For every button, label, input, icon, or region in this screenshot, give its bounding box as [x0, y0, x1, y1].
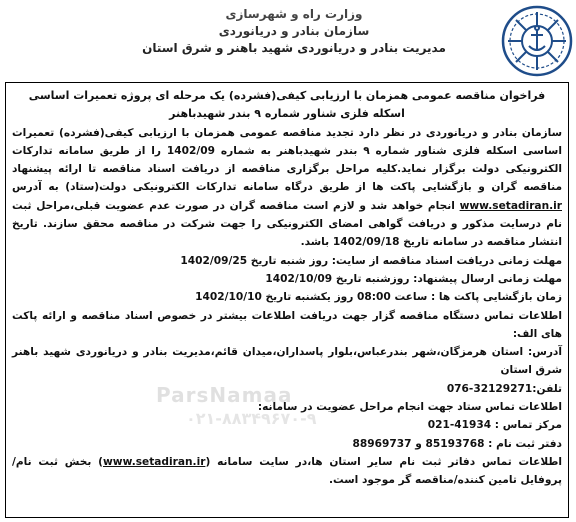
setad-link[interactable]: www.setadiran.ir	[459, 199, 562, 212]
setad-contact-header: اطلاعات تماس ستاد جهت انجام مراحل عضویت در سامانه:	[257, 401, 562, 414]
footer-text-b: ) بخش ثبت نام/پروفایل تامین کننده/مناقصه گر موجود است.	[12, 455, 562, 487]
tender-notice-box	[5, 82, 569, 518]
intro-text-b: انجام خواهد شد و لازم است مناقصه گران در صورت عدم عضویت قبلی،مراحل ثبت نام درسایت مذکور و دریافت گواهی امضای الکترونیکی را جهت شرکت در مناقصه محقق سازند. تاریخ انتشار مناقصه در سامانه تاریخ 1402/09/18 باشد.	[12, 199, 562, 249]
organization-name: سازمان بنادر و دریانوردی	[218, 24, 370, 38]
watermark-phone: ۰۲۱-۸۸۳۴۹۶۷۰-۹	[186, 409, 317, 428]
office-label: دفتر ثبت نام :	[488, 437, 562, 450]
deadline-submission: مهلت زمانی ارسال پیشنهاد: روزشنبه تاریخ 1402/10/09	[265, 272, 562, 285]
opening-time: زمان بازگشایی پاکت ها : ساعت 08:00 روز یکشنبه تاریخ 1402/10/10	[195, 291, 562, 304]
footer-setad-link[interactable]: www.setadiran.ir	[103, 455, 206, 468]
registration-office	[12, 435, 562, 453]
watermark-brand: ParsNamaa	[156, 383, 293, 407]
notice-title: فراخوان مناقصه عمومی همزمان با ارزیابی کیفی(فشرده) یک مرحله ای پروژه تعمیرات اساسی اسکله فلزی شناور شماره ۹ بندر شهیدباهنر	[28, 89, 546, 121]
notice-content	[12, 87, 562, 515]
directorate-name: مدیریت بنادر و دریانوردی شهید باهنر و شرق استان	[142, 41, 446, 55]
phone-line	[12, 380, 562, 398]
contact-header: اطلاعات تماس دستگاه مناقصه گزار جهت دریافت اطلاعات بیشتر در خصوص اسناد مناقصه و ارائه پاکت های الف:	[12, 309, 562, 340]
deadline-documents: مهلت زمانی دریافت اسناد مناقصه از سایت: روز شنبه تاریخ 1402/09/25	[180, 254, 562, 267]
office-phones: 85193768 و 88969737	[352, 437, 485, 450]
phone-number: 076-32129271	[446, 382, 533, 395]
call-center: مرکز تماس : 41934-021	[427, 419, 562, 432]
phone-label: تلفن:	[532, 382, 562, 395]
address: آدرس: استان هرمزگان،شهر بندرعباس،بلوار پاسداران،میدان قائم،مدیریت بنادر و دریانوردی شهید باهنر شرق استان	[12, 346, 562, 377]
organization-heading	[94, 6, 494, 57]
organization-logo	[500, 2, 574, 80]
footer-note	[12, 453, 562, 490]
intro-text-a: سازمان بنادر و دریانوردی در نظر دارد تجدید مناقصه عمومی همزمان با ارزیابی کیفی(فشرده) تعمیرات اساسی اسکله فلزی شناور شماره ۹ بندر شهیدباهنر به شماره 1402/09 را از طریق سامانه تدارکات الکترونیکی دولت برگزار نماید.کلیه مراحل برگزاری مناقصه از دریافت اسناد مناقصه تا ارائه پیشنهاد مناقصه گران و بازگشایی پاکت ها از طریق درگاه سامانه تدارکات الکترونیکی دولت(ستاد) به آدرس	[12, 126, 562, 194]
header	[0, 0, 576, 82]
ministry-name: وزارت راه و شهرسازی	[225, 7, 363, 21]
notice-intro	[12, 124, 562, 252]
footer-text-a: اطلاعات تماس دفاتر ثبت نام سایر استان ها،در سایت سامانه (	[205, 455, 563, 468]
